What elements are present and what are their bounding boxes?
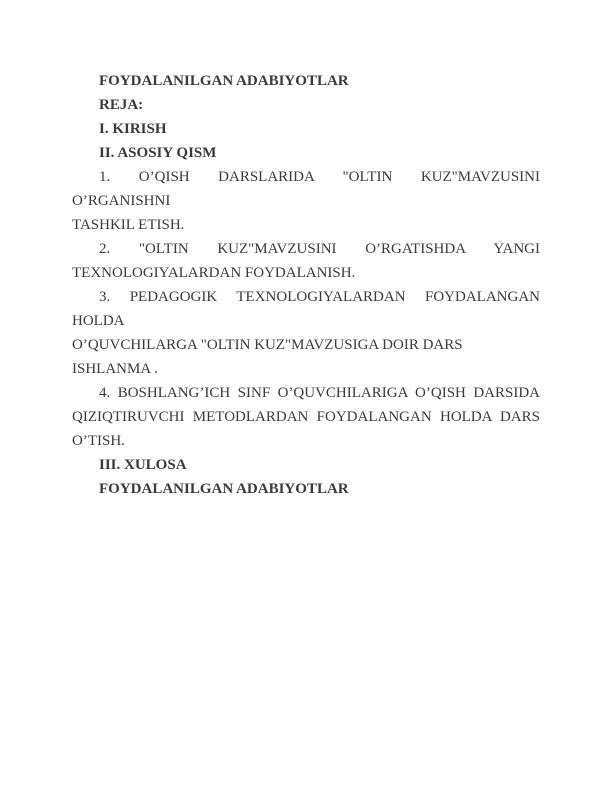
body-item-4-line-3: O’TISH. xyxy=(72,433,125,449)
heading-section-main: II. ASOSIY QISM xyxy=(99,145,217,161)
body-item-1-line-1: 1. O’QISH DARSLARIDA "OLTIN KUZ"MAVZUSINI O’RGANISHNI xyxy=(72,169,540,209)
heading-section-conclusion: III. XULOSA xyxy=(99,457,187,473)
body-item-1-line-2: TASHKIL ETISH. xyxy=(72,217,185,233)
body-item-2-line-1: 2. "OLTIN KUZ"MAVZUSINI O’RGATISHDA YANGI xyxy=(99,241,540,257)
body-item-4-line-2: QIZIQTIRUVCHI METODLARDAN FOYDALANGAN HOLDA DARS xyxy=(72,409,540,425)
heading-plan: REJA: xyxy=(99,97,144,113)
heading-bibliography-top: FOYDALANILGAN ADABIYOTLAR xyxy=(99,73,349,89)
heading-bibliography-bottom: FOYDALANILGAN ADABIYOTLAR xyxy=(99,481,349,497)
body-item-3-line-2: O’QUVCHILARGA "OLTIN KUZ"MAVZUSIGA DOIR DARS ISHLANMA . xyxy=(72,337,463,377)
heading-section-intro: I. KIRISH xyxy=(99,121,167,137)
body-item-2-line-2: TEXNOLOGIYALARDAN FOYDALANISH. xyxy=(72,265,356,281)
body-item-3-line-1: 3. PEDAGOGIK TEXNOLOGIYALARDAN FOYDALANGAN HOLDA xyxy=(72,289,540,329)
body-item-4-line-1: 4. BOSHLANG’ICH SINF O’QUVCHILARIGA O’QISH DARSIDA xyxy=(99,385,540,401)
